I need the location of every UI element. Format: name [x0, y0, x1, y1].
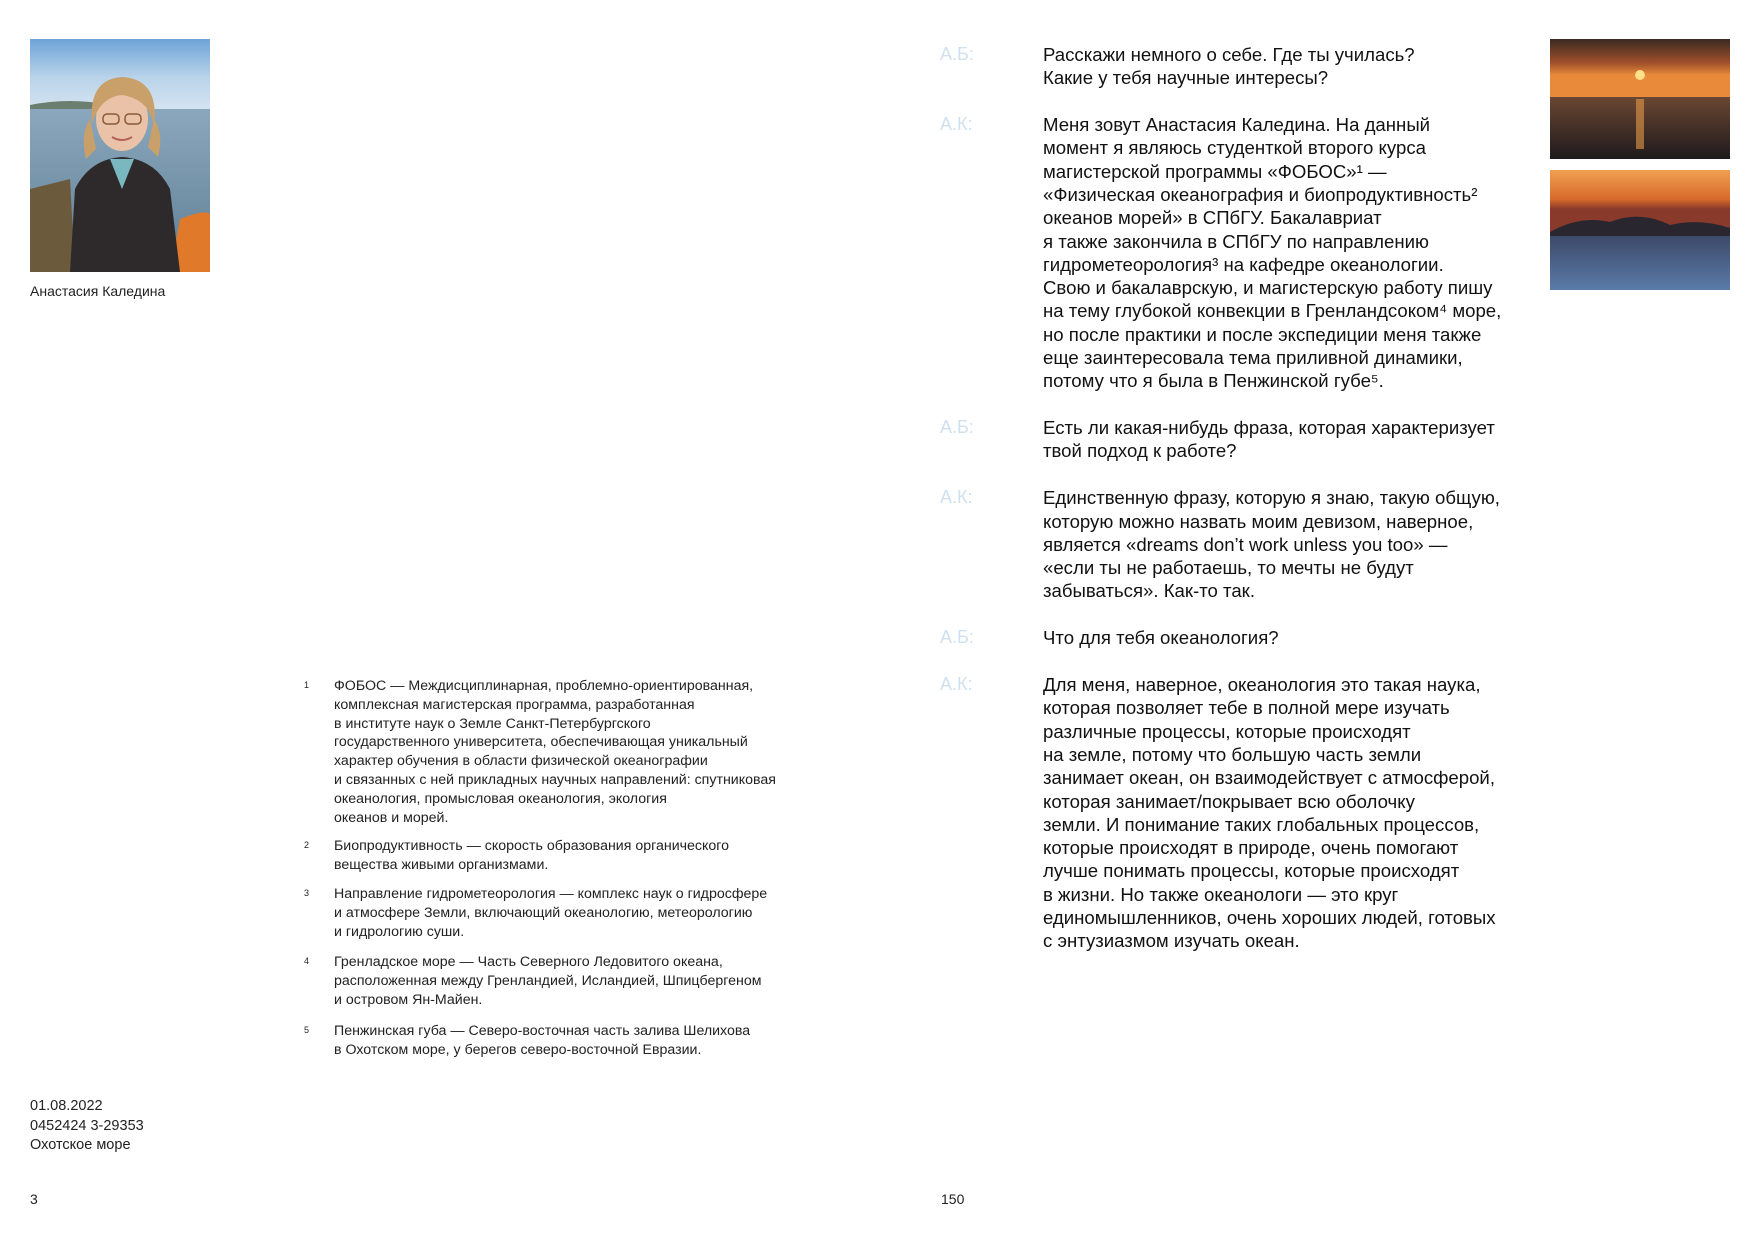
- speaker-label: А.К:: [940, 487, 973, 508]
- page-number-left: 3: [30, 1191, 38, 1207]
- page-number-right: 150: [941, 1191, 965, 1207]
- photo-caption: Анастасия Каледина: [30, 283, 166, 299]
- interview-turn: [940, 416, 1540, 463]
- turn-text: Единственную фразу, которую я знаю, такую общую, которую можно назвать моим девизом, наверное, является «dreams don’t work unless you too» — «если ты не работаешь, то мечты не будут забываться». Как-то так.: [1043, 487, 1500, 602]
- sunset-photo-2: [1550, 170, 1730, 290]
- speaker-label: А.Б:: [940, 417, 974, 438]
- turn-text: Есть ли какая-нибудь фраза, которая характеризует твой подход к работе?: [1043, 417, 1495, 462]
- footnote-text: ФОБОС — Междисциплинарная, проблемно-ориентированная, комплексная магистерская программа, разработанная в институте наук о Земле Санкт-Петербургского государственного университета, обеспечивающая уникальный характер обучения в области физической океанографии и связанных с ней прикладных научных направлений: спутниковая океанология, промысловая океанология, экология океанов и морей.: [334, 678, 776, 826]
- meta-code: 0452424 3-29353: [30, 1117, 144, 1134]
- speaker-label: А.К:: [940, 674, 973, 695]
- footnote: [304, 677, 844, 827]
- footnote-text: Пенжинская губа — Северо-восточная часть залива Шелихова в Охотском море, у берегов северо-восточной Евразии.: [334, 1022, 751, 1058]
- speaker-label: А.Б:: [940, 44, 974, 64]
- turn-text: Что для тебя океанология?: [1043, 627, 1279, 649]
- interview-turn: [940, 626, 1540, 649]
- footnote: [304, 953, 844, 1009]
- interview-turn: [940, 43, 1540, 90]
- interview-turn: [940, 113, 1540, 393]
- interview: [940, 43, 1540, 976]
- footnote-text: Направление гидрометеорология — комплекс наук о гидросфере и атмосфере Земли, включающий океанологию, метеорологию и гидрологию суши.: [334, 885, 768, 940]
- speaker-label: А.Б:: [940, 627, 974, 648]
- footnote-number: 4: [304, 956, 310, 967]
- turn-text: Меня зовут Анастасия Каледина. На данный момент я являюсь студенткой второго курса магистерской программы «ФОБОС»¹ — «Физическая океанография и биопродуктивность² океанов морей» в СПбГУ. Бакалавриат я также закончила в СПбГУ по направлению гидрометеорология³ на кафедре океанологии. Свою и бакалаврскую, и магистерскую работу пишу на тему глубокой конвекции в Гренландсоком⁴ море, но после практики и после экспедиции меня также еще заинтересовала тема приливной динамики, потому что я была в Пенжинской губе⁵.: [1043, 114, 1502, 392]
- speaker-label: А.К:: [940, 114, 973, 135]
- sunset-photo-1: [1550, 39, 1730, 159]
- footnote-number: 1: [304, 680, 310, 690]
- meta-date: 01.08.2022: [30, 1098, 103, 1114]
- interview-turn: [940, 673, 1540, 953]
- meta-place: Охотское море: [30, 1137, 131, 1153]
- footnote-number: 3: [304, 887, 310, 898]
- footnote-number: 2: [304, 840, 310, 851]
- interview-turn: [940, 486, 1540, 602]
- footnotes: [304, 677, 844, 1059]
- footnote: [304, 885, 844, 941]
- portrait-photo: [30, 39, 210, 272]
- footnote-text: Гренладское море — Часть Северного Ледовитого океана, расположенная между Гренландией, Исландией, Шпицбергеном и островом Ян-Майен.: [334, 954, 762, 1008]
- footnote: [304, 1022, 844, 1060]
- photo-metadata: [30, 1097, 144, 1156]
- turn-text: Расскажи немного о себе. Где ты училась? Какие у тебя научные интересы?: [1043, 44, 1415, 89]
- footnote-number: 5: [304, 1024, 310, 1035]
- footnote-text: Биопродуктивность — скорость образования органического вещества живыми организмами.: [334, 838, 730, 874]
- footnote: [304, 837, 844, 875]
- turn-text: Для меня, наверное, океанология это такая наука, которая позволяет тебе в полной мере изучать различные процессы, которые происходят на земле, потому что большую часть земли занимает океан, он взаимодействует с атмосферой, которая занимает/покрывает всю оболочку земли. И понимание таких глобальных процессов, которые происходят в природе, очень помогают лучше понимать процессы, которые происходят в жизни. Но также океанологи — это круг единомышленников, очень хороших людей, готовых с энтузиазмом изучать океан.: [1043, 674, 1496, 952]
